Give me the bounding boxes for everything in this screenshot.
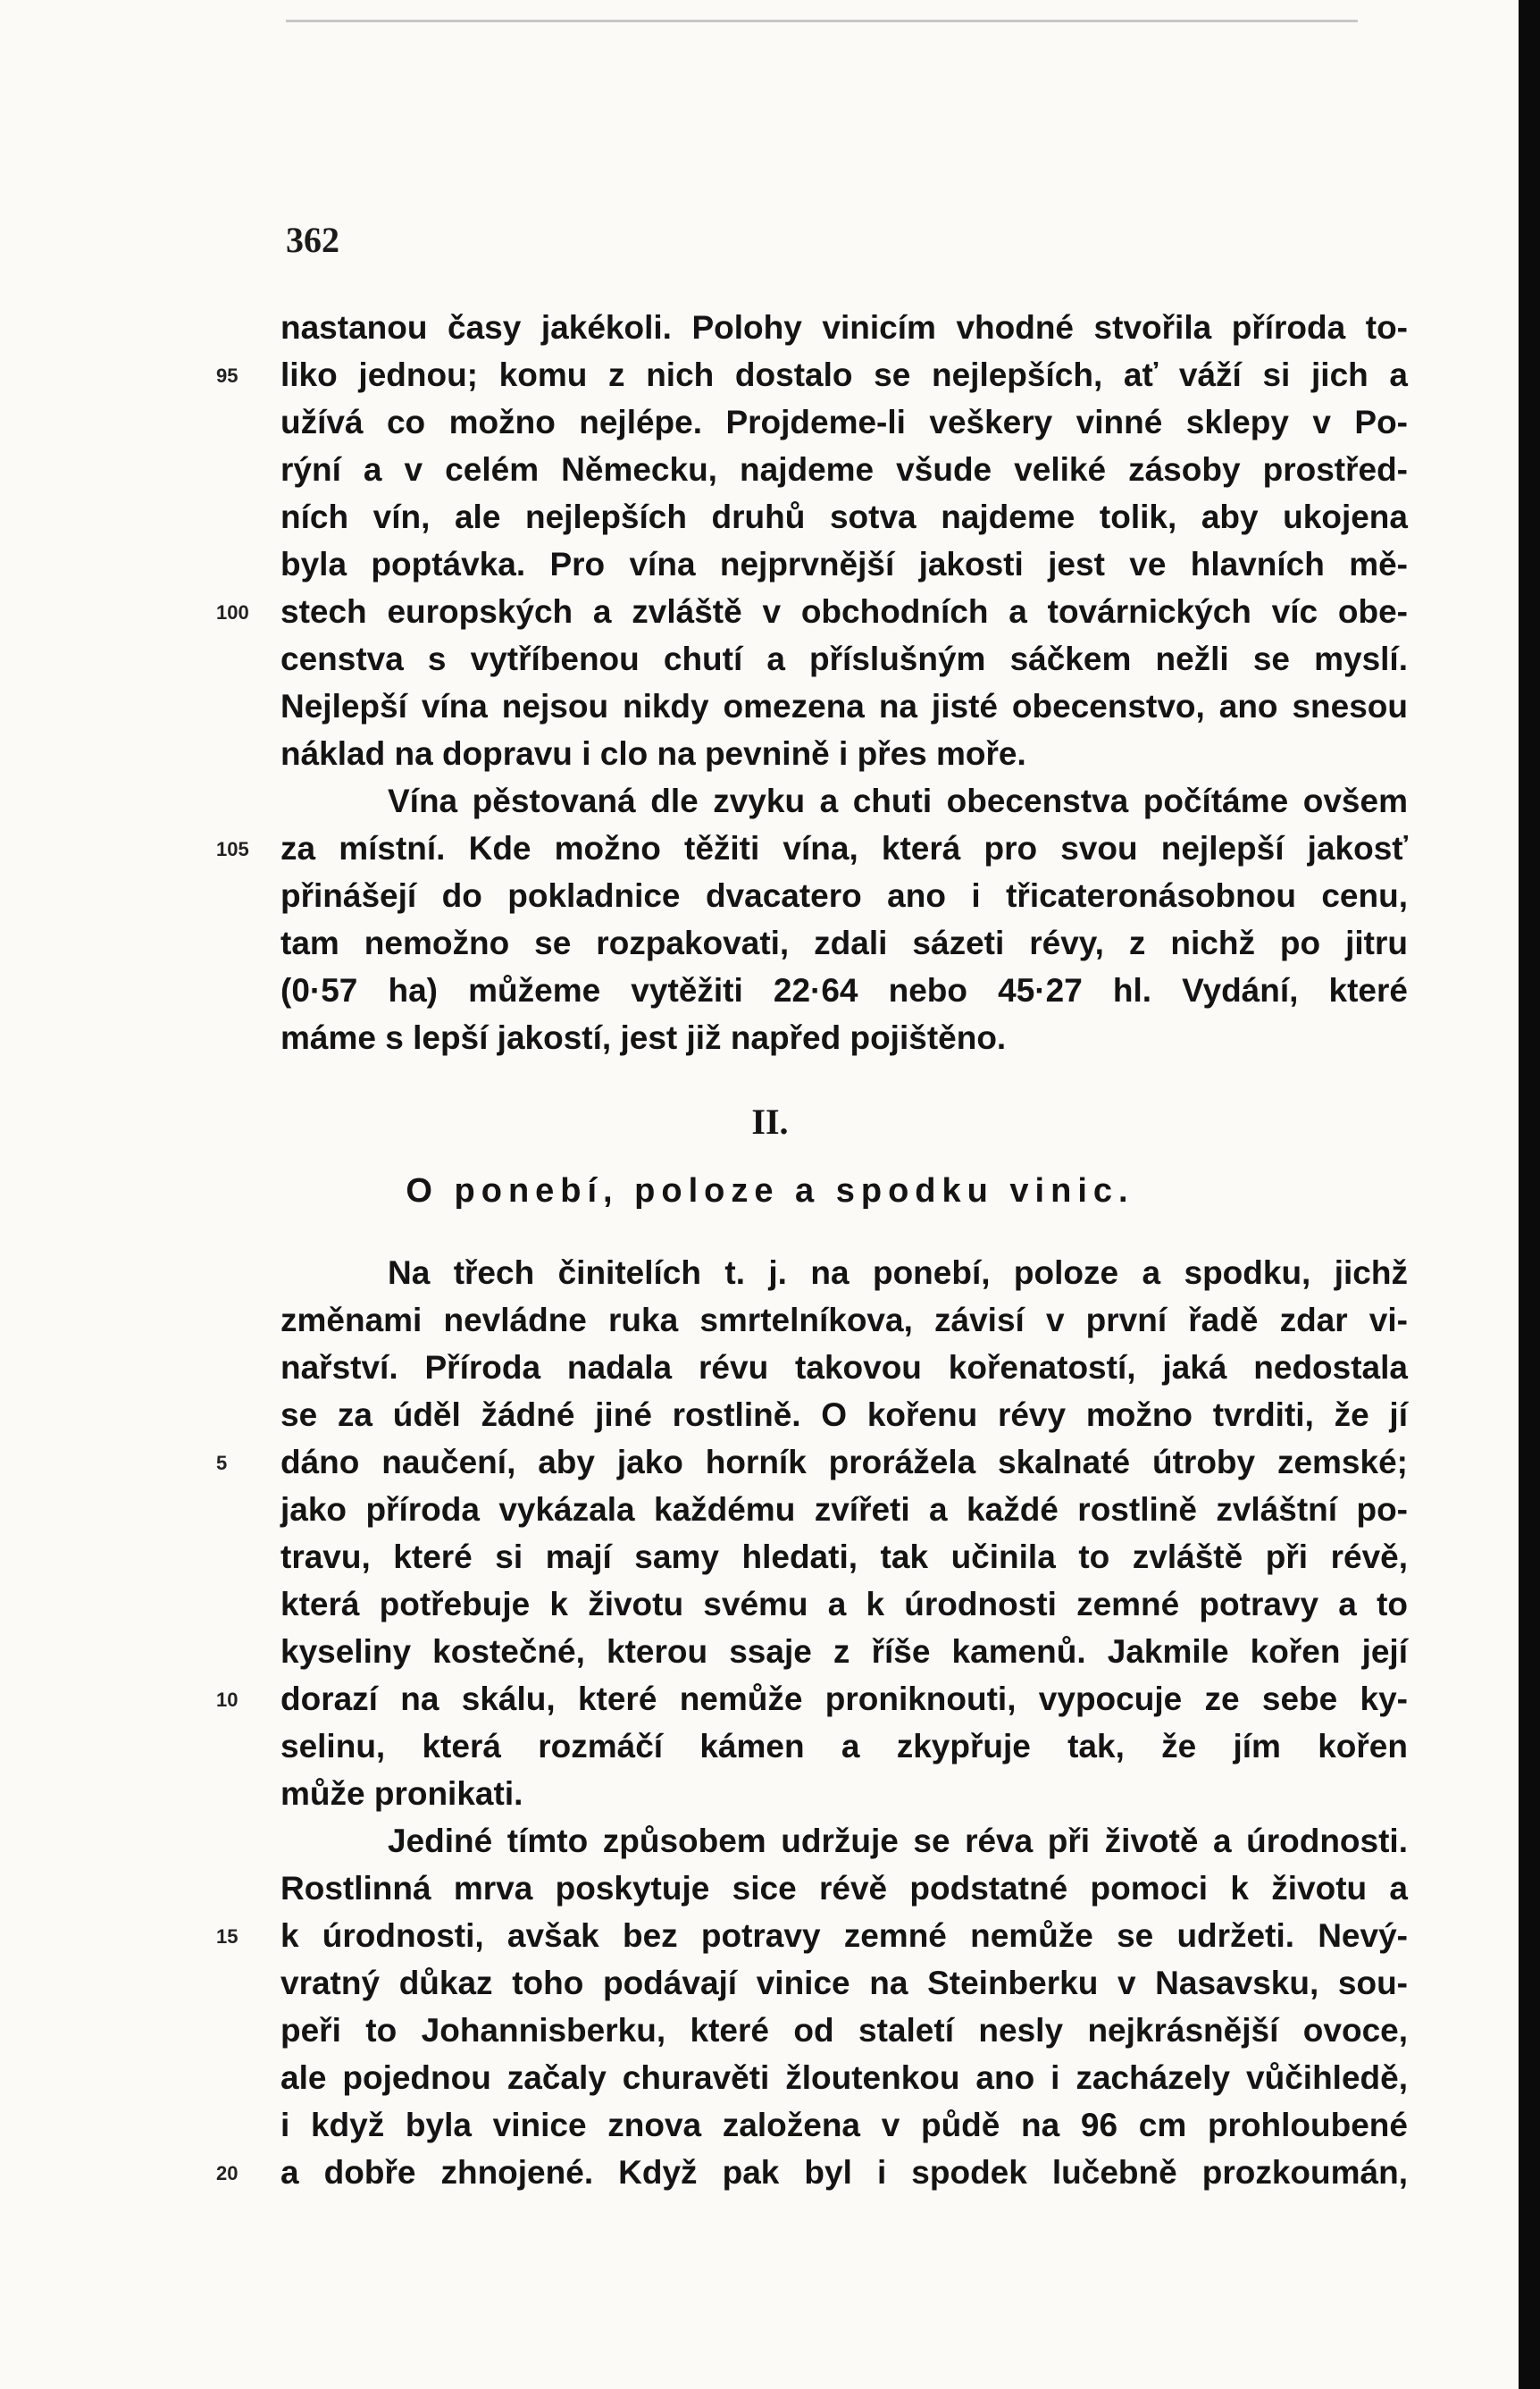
line-text: Na třech činitelích t. j. na ponebí, poloze a spodku, jichž <box>388 1254 1408 1291</box>
text-line <box>216 1912 1408 1959</box>
line-text: tam nemožno se rozpakovati, zdali sázeti révy, z nichž po jitru <box>280 925 1408 961</box>
text-line <box>216 351 1408 398</box>
text-line <box>216 2149 1408 2196</box>
text-line <box>216 588 1408 635</box>
line-text: Rostlinná mrva poskytuje sice révě podstatné pomoci k životu a <box>280 1870 1408 1907</box>
text-line <box>280 635 1408 683</box>
line-text: máme s lepší jakostí, jest již napřed pojištěno. <box>280 1019 1007 1056</box>
text-line <box>280 446 1408 493</box>
text-line <box>280 541 1408 588</box>
line-text: dorazí na skálu, které nemůže proniknouti, vypocuje ze sebe ky- <box>280 1681 1408 1717</box>
text-line <box>280 2007 1408 2054</box>
page-edge-mark <box>286 20 1358 22</box>
paragraph-block-2 <box>216 1249 1408 2196</box>
line-text: ních vín, ale nejlepších druhů sotva najdeme tolik, aby ukojena <box>280 499 1408 535</box>
line-number: 100 <box>216 601 249 624</box>
line-text: byla poptávka. Pro vína nejprvnější jakosti jest ve hlavních mě- <box>280 546 1408 583</box>
line-text: Nejlepší vína nejsou nikdy omezena na jisté obecenstvo, ano snesou <box>280 688 1408 725</box>
text-line <box>280 967 1408 1014</box>
line-text: užívá co možno nejlépe. Projdeme-li veškery vinné sklepy v Po- <box>280 404 1408 440</box>
line-number: 95 <box>216 365 239 387</box>
line-text: dáno naučení, aby jako horník prorážela skalnaté útroby zemské; <box>280 1444 1408 1480</box>
line-text: se za úděl žádné jiné rostlině. O kořenu révy možno tvrditi, že jí <box>280 1396 1408 1433</box>
line-text: nařství. Příroda nadala révu takovou kořenatostí, jaká nedostala <box>280 1349 1408 1386</box>
text-line <box>280 872 1408 919</box>
line-text: (0·57 ha) můžeme vytěžiti 22·64 nebo 45·27 hl. Vydání, které <box>280 972 1408 1009</box>
text-line <box>280 1817 1408 1865</box>
line-text: rýní a v celém Německu, najdeme všude veliké zásoby prostřed- <box>280 451 1408 488</box>
text-line <box>280 1249 1408 1296</box>
line-number: 105 <box>216 838 249 860</box>
text-line <box>280 398 1408 446</box>
line-text: selinu, která rozmáčí kámen a zkypřuje tak, že jím kořen <box>280 1728 1408 1765</box>
text-line <box>280 2101 1408 2149</box>
text-line <box>280 730 1408 777</box>
text-line <box>280 493 1408 541</box>
paragraph-block-1 <box>216 304 1408 1061</box>
text-line <box>280 1723 1408 1770</box>
text-line <box>280 1296 1408 1344</box>
line-text: k úrodnosti, avšak bez potravy zemné nemůže se udržeti. Nevý- <box>280 1917 1408 1954</box>
text-line <box>216 825 1408 872</box>
line-text: může pronikati. <box>280 1775 523 1812</box>
line-text: jako příroda vykázala každému zvířeti a každé rostlině zvláštní po- <box>280 1491 1408 1528</box>
text-line <box>216 1438 1408 1486</box>
line-text: náklad na dopravu i clo na pevnině i přes moře. <box>280 735 1026 772</box>
line-number: 10 <box>216 1689 239 1711</box>
line-text: za místní. Kde možno těžiti vína, která pro svou nejlepší jakosť <box>280 830 1408 867</box>
line-text: Jediné tímto způsobem udržuje se réva při životě a úrodnosti. <box>388 1823 1408 1859</box>
line-text: liko jednou; komu z nich dostalo se nejlepších, ať váží si jich a <box>280 356 1408 393</box>
line-text: kyseliny kostečné, kterou ssaje z říše kamenů. Jakmile kořen její <box>280 1633 1408 1670</box>
line-number: 20 <box>216 2162 239 2184</box>
page-number: 362 <box>286 220 339 260</box>
line-text: která potřebuje k životu svému a k úrodnosti zemné potravy a to <box>280 1586 1408 1622</box>
line-text: vratný důkaz toho podávají vinice na Steinberku v Nasavsku, sou- <box>280 1965 1408 2001</box>
line-number: 5 <box>216 1452 228 1474</box>
line-text: censtva s vytříbenou chutí a příslušným sáčkem nežli se myslí. <box>280 641 1408 677</box>
text-line <box>280 1865 1408 1912</box>
text-line <box>280 1533 1408 1580</box>
line-text: přinášejí do pokladnice dvacatero ano i třicateronásobnou cenu, <box>280 877 1408 914</box>
text-line <box>280 1770 1408 1817</box>
line-text: stech europských a zvláště v obchodních a továrnických víc obe- <box>280 593 1408 630</box>
text-line <box>280 304 1408 351</box>
text-line <box>280 2054 1408 2101</box>
section-number: II. <box>751 1102 789 1142</box>
text-line <box>280 1580 1408 1628</box>
text-line <box>280 919 1408 967</box>
section-title: O ponebí, poloze a spodku vinic. <box>406 1172 1134 1210</box>
line-text: a dobře zhnojené. Když pak byl i spodek lučebně prozkoumán, <box>280 2154 1408 2191</box>
text-line <box>280 1391 1408 1438</box>
text-line <box>280 777 1408 825</box>
line-text: peři to Johannisberku, které od staletí nesly nejkrásnější ovoce, <box>280 2012 1408 2049</box>
text-line <box>280 683 1408 730</box>
text-line <box>280 1959 1408 2007</box>
line-text: ale pojednou začaly churavěti žloutenkou ano i zacházely vůčihledě, <box>280 2059 1408 2096</box>
line-text: Vína pěstovaná dle zvyku a chuti obecenstva počítáme ovšem <box>388 783 1408 819</box>
text-line <box>280 1014 1408 1061</box>
line-text: i když byla vinice znova založena v půdě na 96 cm prohloubené <box>280 2107 1408 2143</box>
text-line <box>280 1486 1408 1533</box>
text-line <box>216 1675 1408 1723</box>
line-text: nastanou časy jakékoli. Polohy vinicím vhodné stvořila příroda to- <box>280 309 1408 346</box>
text-line <box>280 1344 1408 1391</box>
line-text: změnami nevládne ruka smrtelníkova, závisí v první řadě zdar vi- <box>280 1302 1408 1338</box>
text-line <box>280 1628 1408 1675</box>
line-number: 15 <box>216 1925 239 1948</box>
line-text: travu, které si mají samy hledati, tak učinila to zvláště při révě, <box>280 1538 1408 1575</box>
